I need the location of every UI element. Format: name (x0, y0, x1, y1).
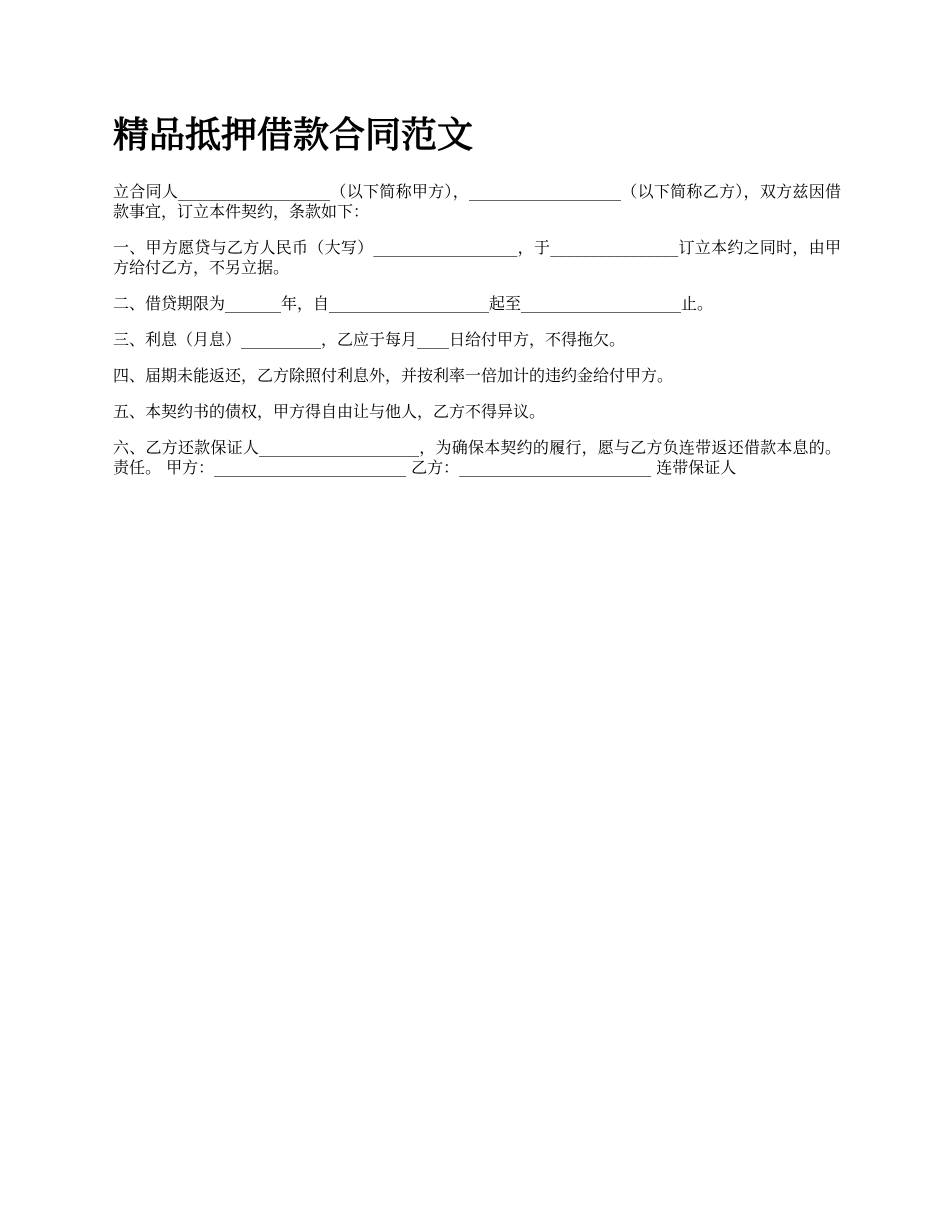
clause-6-guarantor-signatures: 六、乙方还款保证人____________________，为确保本契约的履行，愿与乙方负连带返还借款本息的。责任。 甲方：________________________ 乙方：________________________ 连带保证人 (113, 438, 841, 477)
document-page (113, 110, 841, 494)
clause-2-loan-term: 二、借贷期限为_______年，自____________________起至____________________止。 (113, 294, 714, 313)
clause-5-assignment: 五、本契约书的债权，甲方得自由让与他人，乙方不得异议。 (113, 402, 546, 421)
paragraph-parties: 立合同人___________________（以下简称甲方），___________________（以下简称乙方），双方兹因借款事宜，订立本件契约，条款如下： (113, 182, 841, 221)
clause-3-interest: 三、利息（月息）__________，乙应于每月____日给付甲方，不得拖欠。 (113, 330, 626, 349)
clause-4-default-penalty: 四、届期未能返还，乙方除照付利息外，并按利率一倍加计的违约金给付甲方。 (113, 366, 674, 385)
document-title: 精品抵押借款合同范文 (113, 115, 474, 156)
clause-1-loan-amount: 一、甲方愿贷与乙方人民币（大写）__________________，于________________订立本约之同时，由甲方给付乙方，不另立据。 (113, 238, 841, 277)
